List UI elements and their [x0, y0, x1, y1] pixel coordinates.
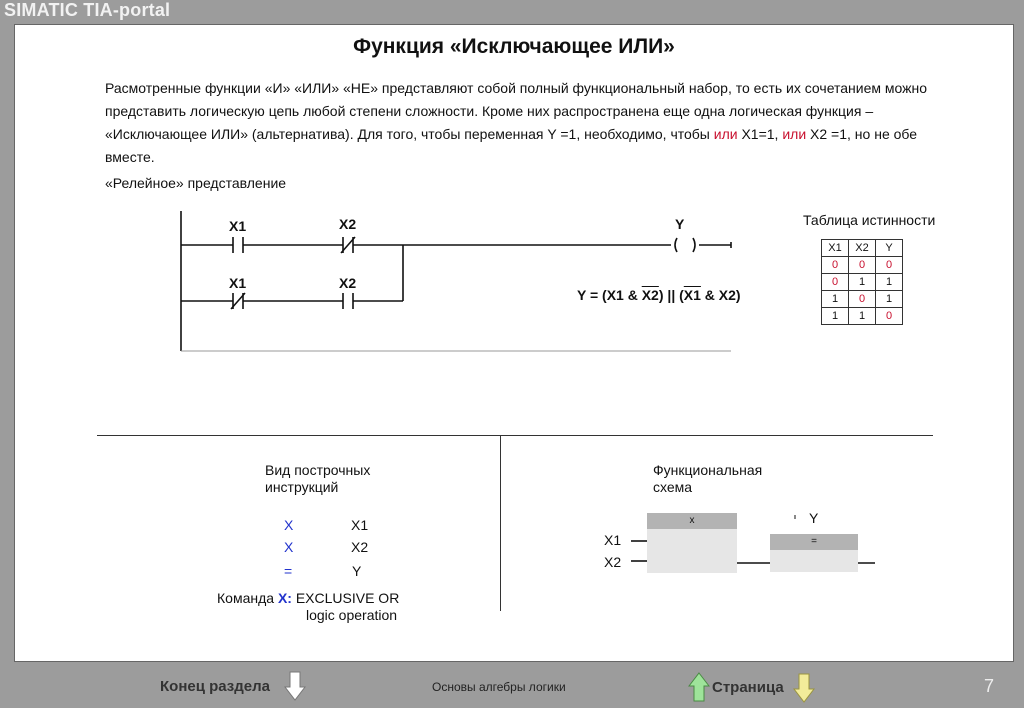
truth-table-cell: 0: [849, 291, 876, 308]
truth-table-row: [822, 308, 903, 325]
footer-section-name: Основы алгебры логики: [432, 680, 566, 694]
ladder-label-x2-top: X2: [339, 216, 357, 232]
fbd-output-y: Y: [809, 510, 819, 526]
description-paragraph: Расмотренные функции «И» «ИЛИ» «НЕ» представляют собой полный функциональный набор, то есть их сочетанием можно представить логическую цепь любой степени сложности. Кроме них распространена еще одна логическая функция – «Исключающее ИЛИ» (альтернатива). Для того, чтобы переменная Y =1, необходимо, чтобы или X1=1, или X2 =1, но не обе вместе.: [105, 80, 928, 165]
or-highlight: или: [713, 126, 738, 142]
app-title: SIMATIC TIA-portal: [4, 0, 171, 20]
relay-caption: «Релейное» представление: [105, 175, 287, 191]
truth-table-cell: 0: [849, 257, 876, 274]
truth-table-cell: 1: [876, 274, 903, 291]
truth-table-cell: 1: [822, 291, 849, 308]
arrow-down-icon[interactable]: [793, 673, 815, 703]
ladder-label-x1-bottom: X1: [229, 275, 247, 291]
stl-arg-1: X1: [351, 517, 369, 533]
truth-table: [821, 239, 903, 325]
truth-table-cell: 0: [876, 257, 903, 274]
fbd-title: Функциональная схема: [653, 462, 763, 495]
ladder-label-x1-top: X1: [229, 218, 247, 234]
fbd-assign-box: [770, 534, 858, 572]
stl-arg-2: X2: [351, 539, 369, 555]
truth-table-header-cell: Y: [876, 240, 903, 257]
truth-table-title: Таблица истинности: [803, 212, 936, 228]
truth-table-cell: 0: [876, 308, 903, 325]
truth-table-row: [822, 274, 903, 291]
ladder-label-x2-bottom: X2: [339, 275, 357, 291]
stl-op-1: X: [284, 517, 294, 533]
truth-table-cell: 0: [822, 257, 849, 274]
page-link[interactable]: Страница: [712, 679, 784, 696]
stl-op-3: =: [284, 563, 293, 579]
section-end-link[interactable]: Конец раздела: [160, 678, 270, 695]
truth-table-cell: 1: [876, 291, 903, 308]
slide-page: [14, 24, 1014, 662]
truth-table-header-cell: X1: [822, 240, 849, 257]
stl-op-2: X: [284, 539, 294, 555]
stl-title: Вид построчных инструкций: [265, 462, 371, 495]
arrow-down-icon[interactable]: [284, 671, 306, 701]
truth-table-cell: 1: [849, 274, 876, 291]
ladder-label-coil-y: Y: [675, 216, 685, 232]
or-highlight: или: [782, 126, 807, 142]
command-description: Команда X: EXCLUSIVE OR logic operation: [217, 590, 400, 623]
truth-table-cell: 1: [822, 308, 849, 325]
arrow-up-icon[interactable]: [688, 672, 710, 702]
slide-title: Функция «Исключающее ИЛИ»: [353, 35, 675, 58]
fbd-xor-box-label: x: [647, 513, 737, 529]
section-divider-vertical: [500, 435, 501, 611]
fbd-input-x2: X2: [604, 554, 622, 570]
truth-table-header-row: [822, 240, 903, 257]
truth-table-header-cell: X2: [849, 240, 876, 257]
section-divider-horizontal: [97, 435, 933, 436]
fbd-xor-box: [647, 513, 737, 573]
truth-table-cell: 1: [849, 308, 876, 325]
truth-table-row: [822, 257, 903, 274]
page-number: 7: [984, 676, 995, 696]
fbd-assign-box-label: =: [770, 534, 858, 550]
truth-table-cell: 0: [822, 274, 849, 291]
xor-formula: Y = (X1 & X2) || (X1 & X2): [577, 287, 741, 303]
stl-arg-3: Y: [352, 563, 362, 579]
truth-table-row: [822, 291, 903, 308]
fbd-input-x1: X1: [604, 532, 622, 548]
